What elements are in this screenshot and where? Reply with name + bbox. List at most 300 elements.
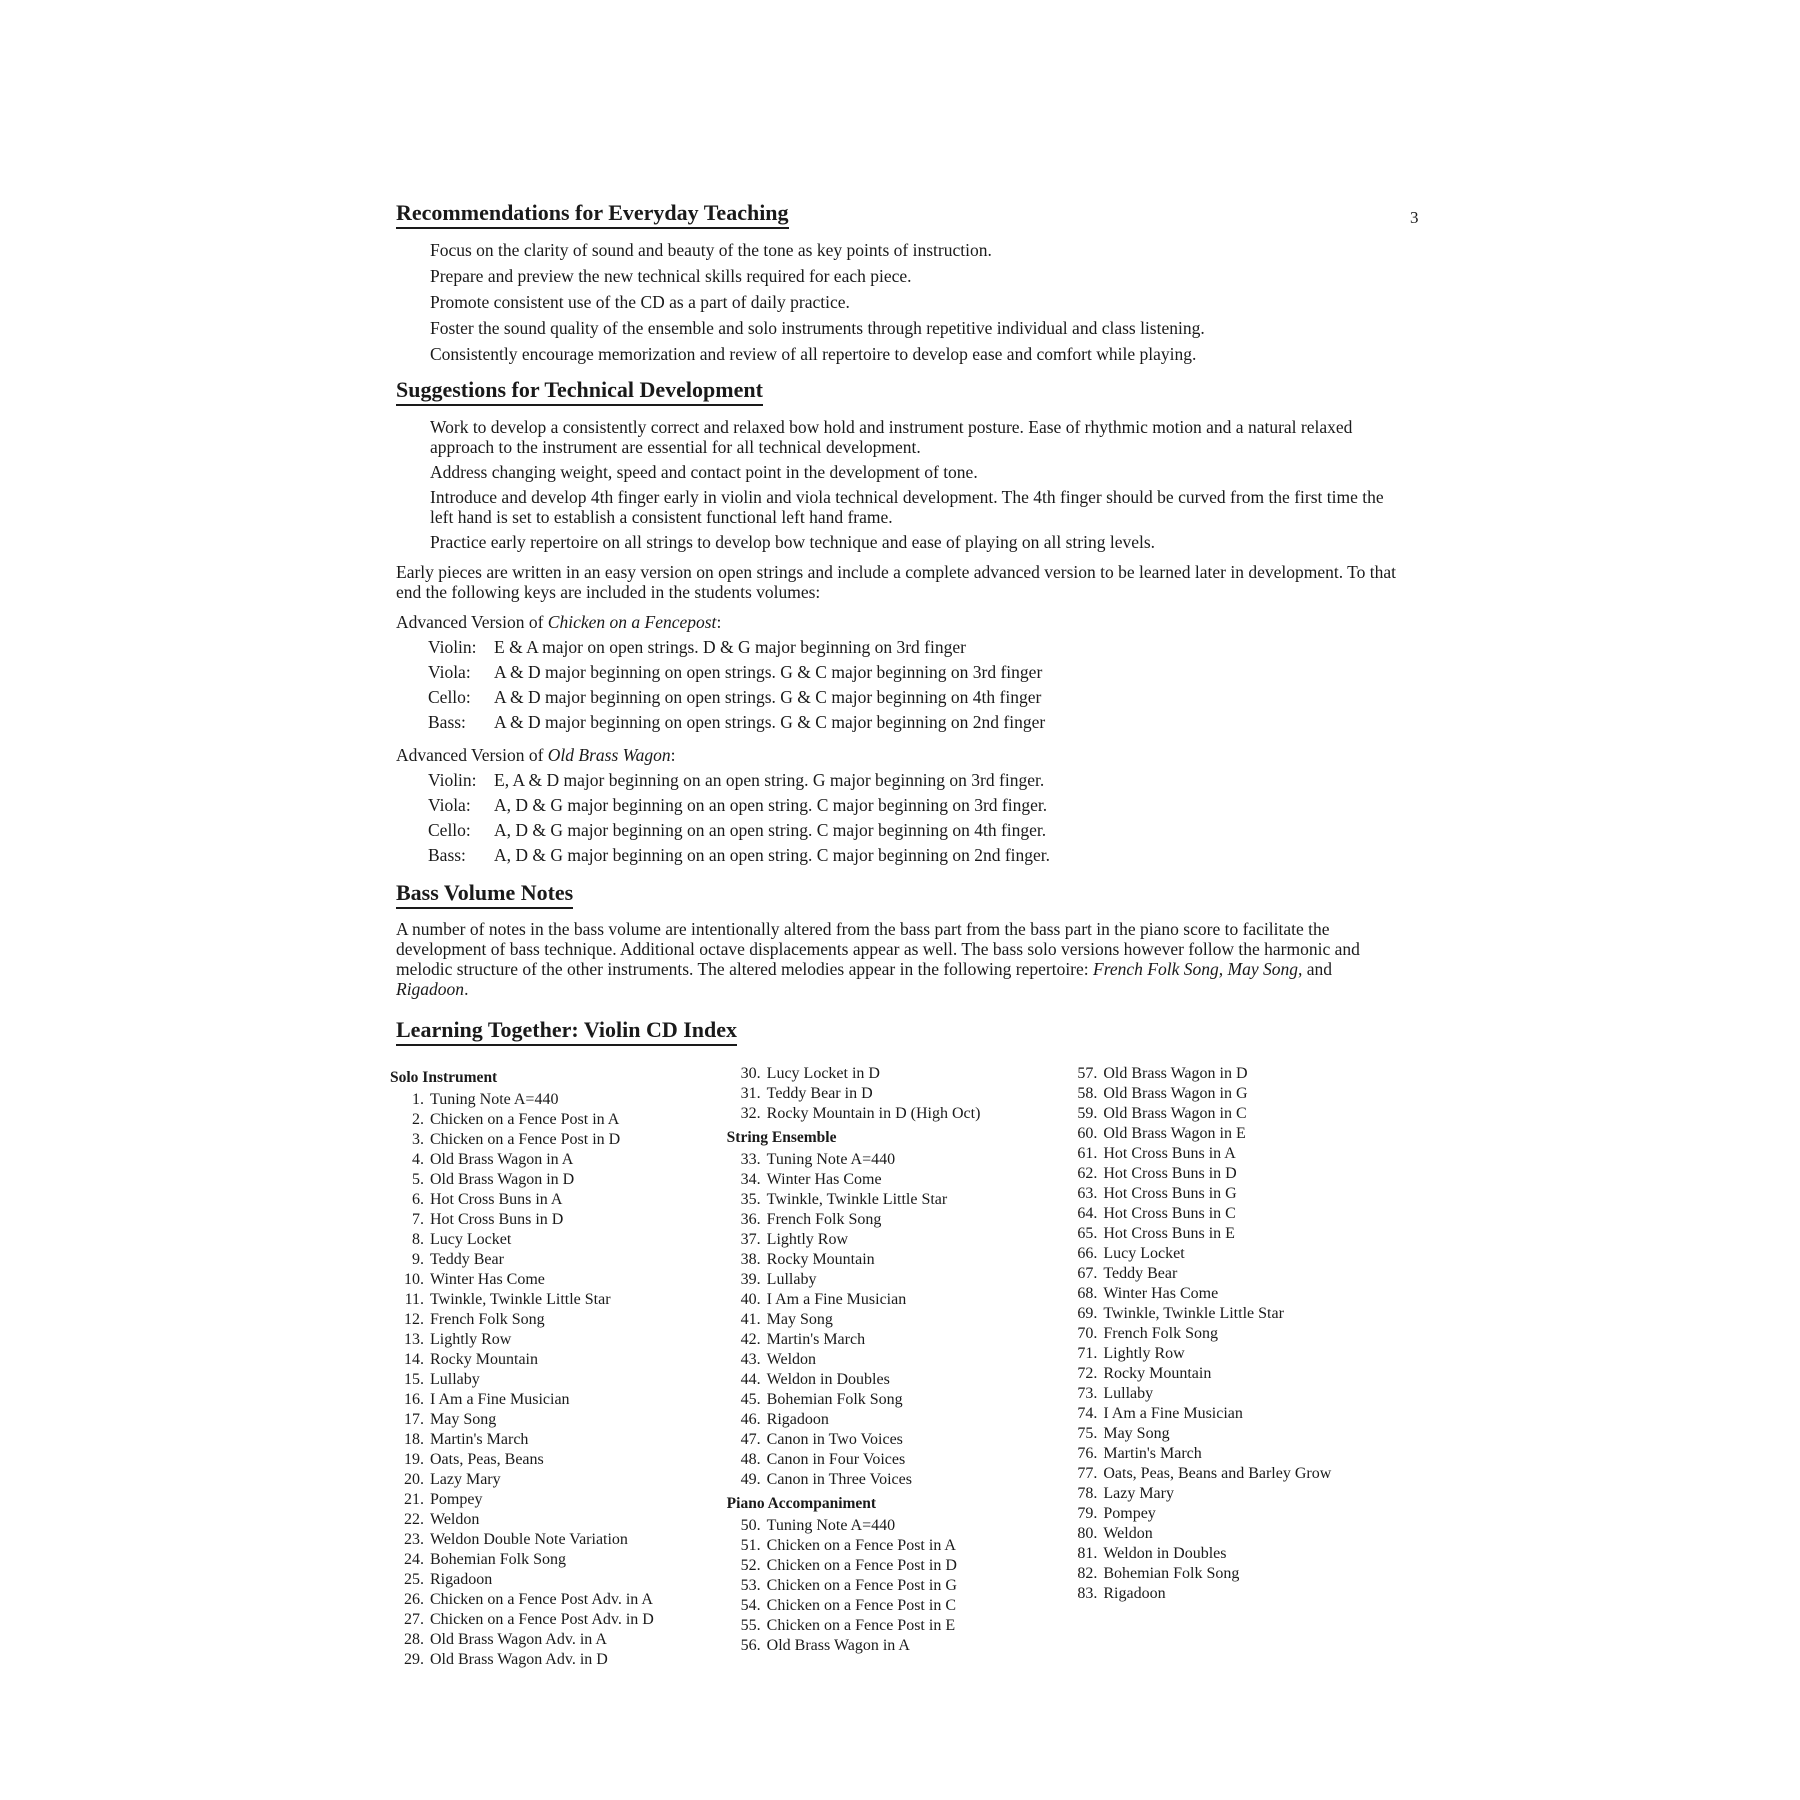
track-number: 7. [412, 1211, 424, 1228]
track-number: 81. [1077, 1545, 1098, 1562]
track-number: 45. [740, 1391, 761, 1408]
track-title: Chicken on a Fence Post Adv. in A [430, 1591, 653, 1608]
track-title: I Am a Fine Musician [766, 1291, 907, 1308]
advanced-prefix: Advanced Version of [396, 612, 548, 632]
track-title: Old Brass Wagon in E [1103, 1125, 1246, 1142]
advanced-keys-row [428, 685, 1400, 710]
cd-track-item [727, 1064, 1064, 1084]
track-title: Old Brass Wagon in D [1103, 1065, 1248, 1082]
track-number: 6. [412, 1191, 424, 1208]
track-title: Winter Has Come [766, 1171, 882, 1188]
cd-track-item [727, 1536, 1064, 1556]
track-number: 75. [1077, 1425, 1098, 1442]
track-number: 63. [1077, 1185, 1098, 1202]
track-number: 15. [404, 1371, 424, 1388]
track-number: 20. [404, 1471, 424, 1488]
track-title: Rigadoon [1103, 1585, 1166, 1602]
track-number: 14. [404, 1351, 424, 1368]
track-title: Twinkle, Twinkle Little Star [1103, 1305, 1284, 1322]
list-item: Foster the sound quality of the ensemble and solo instruments through repetitive individual and class listening. [430, 318, 1205, 338]
cd-track-item [390, 1270, 727, 1290]
track-title: Old Brass Wagon Adv. in A [430, 1631, 607, 1648]
track-title: Lazy Mary [1103, 1485, 1174, 1502]
track-title: Chicken on a Fence Post in A [766, 1537, 956, 1554]
track-title: Winter Has Come [430, 1271, 545, 1288]
track-title: Martin's March [1103, 1445, 1202, 1462]
cd-track-item [1063, 1364, 1400, 1384]
track-number: 4. [412, 1151, 424, 1168]
recommendations-list [430, 237, 1400, 367]
cd-track-item [1063, 1524, 1400, 1544]
cd-track-item [390, 1430, 727, 1450]
track-number: 13. [404, 1331, 424, 1348]
cd-track-item [1063, 1564, 1400, 1584]
cd-track-item [727, 1516, 1064, 1536]
track-title: Weldon in Doubles [766, 1371, 890, 1388]
track-number: 10. [404, 1271, 424, 1288]
advanced-suffix: : [670, 745, 676, 765]
track-title: Lightly Row [1103, 1345, 1185, 1362]
keys-text: A, D & G major beginning on an open string. C major beginning on 3rd finger. [494, 795, 1048, 815]
advanced-keys-row [428, 793, 1400, 818]
cd-track-item [1063, 1104, 1400, 1124]
track-title: Old Brass Wagon Adv. in D [430, 1651, 608, 1668]
cd-track-item [390, 1230, 727, 1250]
track-number: 56. [740, 1637, 761, 1654]
list-item: Focus on the clarity of sound and beauty of the tone as key points of instruction. [430, 240, 992, 260]
cd-track-item [727, 1410, 1064, 1430]
cd-track-item [727, 1084, 1064, 1104]
page-number: 3 [1410, 208, 1419, 227]
list-item: Introduce and develop 4th finger early in violin and viola technical development. The 4th finger should be curved from the first time the left hand is set to establish a consistent functional left hand frame. [430, 487, 1384, 527]
track-title: I Am a Fine Musician [1103, 1405, 1243, 1422]
track-title: Old Brass Wagon in A [430, 1151, 574, 1168]
cd-track-item [727, 1470, 1064, 1490]
track-title: Rocky Mountain in D (High Oct) [766, 1105, 981, 1122]
track-number: 12. [404, 1311, 424, 1328]
advanced-song-title: Old Brass Wagon [547, 745, 671, 765]
cd-track-item [727, 1370, 1064, 1390]
track-number: 74. [1077, 1405, 1098, 1422]
track-number: 49. [740, 1471, 761, 1488]
cd-track-item [1063, 1324, 1400, 1344]
cd-track-item [1063, 1144, 1400, 1164]
cd-index-column-3 [1063, 1064, 1400, 1670]
cd-track-item [1063, 1184, 1400, 1204]
cd-track-item [727, 1556, 1064, 1576]
advanced-keys-row [428, 818, 1400, 843]
track-number: 80. [1077, 1525, 1098, 1542]
keys-text: A & D major beginning on open strings. G & C major beginning on 4th finger [494, 687, 1042, 707]
list-item: Practice early repertoire on all strings to develop bow technique and ease of playing on all string levels. [430, 532, 1156, 552]
track-number: 77. [1077, 1465, 1098, 1482]
track-title: Weldon [766, 1351, 817, 1368]
track-title: Hot Cross Buns in A [430, 1191, 563, 1208]
track-number: 83. [1077, 1585, 1098, 1602]
track-title: May Song [430, 1411, 497, 1428]
cd-track-item [1063, 1544, 1400, 1564]
track-number: 67. [1077, 1265, 1098, 1282]
track-title: Lucy Locket in D [766, 1065, 880, 1082]
bass-notes-heading: Bass Volume Notes [396, 880, 573, 909]
track-title: Rigadoon [766, 1411, 829, 1428]
track-number: 1. [412, 1091, 424, 1108]
track-title: Hot Cross Buns in A [1103, 1145, 1236, 1162]
advanced-keys-row [428, 710, 1400, 735]
track-number: 17. [404, 1411, 424, 1428]
cd-track-item [390, 1170, 727, 1190]
track-number: 66. [1077, 1245, 1098, 1262]
track-title: Martin's March [430, 1431, 529, 1448]
track-number: 60. [1077, 1125, 1098, 1142]
track-number: 9. [412, 1251, 424, 1268]
track-title: Tuning Note A=440 [430, 1091, 559, 1108]
recommendations-heading: Recommendations for Everyday Teaching [396, 200, 789, 229]
track-title: Hot Cross Buns in G [1103, 1185, 1237, 1202]
track-number: 38. [740, 1251, 761, 1268]
instrument-label: Violin: [428, 770, 477, 790]
cd-track-item [727, 1230, 1064, 1250]
page-content [390, 200, 1400, 1670]
cd-index-column-2 [727, 1064, 1064, 1670]
advanced-prefix: Advanced Version of [396, 745, 548, 765]
cd-index-heading: Learning Together: Violin CD Index [396, 1017, 737, 1046]
cd-track-item [390, 1450, 727, 1470]
track-number: 51. [740, 1537, 761, 1554]
track-title: Tuning Note A=440 [766, 1517, 896, 1534]
track-title: Lullaby [430, 1371, 480, 1388]
instrument-label: Viola: [428, 795, 471, 815]
cd-track-item [1063, 1064, 1400, 1084]
list-item: Work to develop a consistently correct and relaxed bow hold and instrument posture. Ease of rhythmic motion and a natural relaxed approach to the instrument are essential for all technical development. [430, 417, 1353, 457]
track-number: 62. [1077, 1165, 1098, 1182]
track-title: French Folk Song [1103, 1325, 1219, 1342]
track-title: Weldon [1103, 1525, 1153, 1542]
track-number: 61. [1077, 1145, 1098, 1162]
track-number: 82. [1077, 1565, 1098, 1582]
track-title: Chicken on a Fence Post in D [766, 1557, 957, 1574]
advanced-version-title [396, 612, 1400, 633]
cd-track-item [390, 1290, 727, 1310]
cd-track-item [727, 1310, 1064, 1330]
track-title: Chicken on a Fence Post in D [430, 1131, 621, 1148]
track-number: 42. [740, 1331, 761, 1348]
cd-track-item [1063, 1204, 1400, 1224]
technical-heading: Suggestions for Technical Development [396, 377, 763, 406]
cd-track-item [727, 1270, 1064, 1290]
cd-track-item [390, 1310, 727, 1330]
cd-track-item [390, 1150, 727, 1170]
track-title: Chicken on a Fence Post in A [430, 1111, 620, 1128]
instrument-label: Cello: [428, 687, 471, 707]
cd-track-item [390, 1530, 727, 1550]
list-item: Address changing weight, speed and contact point in the development of tone. [430, 462, 978, 482]
track-number: 44. [740, 1371, 761, 1388]
and-word: and [1302, 959, 1332, 979]
track-number: 32. [740, 1105, 761, 1122]
track-number: 36. [740, 1211, 761, 1228]
track-number: 34. [740, 1171, 761, 1188]
track-number: 72. [1077, 1365, 1098, 1382]
instrument-label: Bass: [428, 845, 466, 865]
cd-track-item [1063, 1424, 1400, 1444]
track-title: Rocky Mountain [766, 1251, 875, 1268]
cd-track-item [727, 1330, 1064, 1350]
track-title: Lullaby [766, 1271, 817, 1288]
track-title: Pompey [1103, 1505, 1156, 1522]
track-title: Lucy Locket [430, 1231, 512, 1248]
advanced-keys-row [428, 660, 1400, 685]
track-title: Twinkle, Twinkle Little Star [430, 1291, 611, 1308]
technical-list [430, 414, 1400, 552]
track-title: Teddy Bear [1103, 1265, 1178, 1282]
track-number: 8. [412, 1231, 424, 1248]
altered-songs: French Folk Song, May Song, [1093, 959, 1303, 979]
cd-track-item [390, 1550, 727, 1570]
track-number: 2. [412, 1111, 424, 1128]
keys-text: A, D & G major beginning on an open string. C major beginning on 4th finger. [494, 820, 1047, 840]
cd-track-item [727, 1576, 1064, 1596]
track-number: 11. [404, 1291, 424, 1308]
track-title: Martin's March [766, 1331, 866, 1348]
track-title: Canon in Two Voices [766, 1431, 903, 1448]
track-title: Rocky Mountain [430, 1351, 538, 1368]
advanced-suffix: : [716, 612, 722, 632]
cd-group-label: Solo Instrument [390, 1069, 498, 1086]
cd-track-item [390, 1410, 727, 1430]
track-number: 18. [404, 1431, 424, 1448]
advanced-keys-row [428, 843, 1400, 868]
cd-track-item [390, 1510, 727, 1530]
track-title: Lightly Row [430, 1331, 512, 1348]
sentence-end: . [464, 979, 469, 999]
bass-notes-paragraph [396, 919, 1400, 999]
cd-track-item [1063, 1384, 1400, 1404]
track-number: 28. [404, 1631, 424, 1648]
cd-track-item [390, 1250, 727, 1270]
track-number: 64. [1077, 1205, 1098, 1222]
track-title: Rocky Mountain [1103, 1365, 1212, 1382]
cd-track-item [1063, 1504, 1400, 1524]
cd-track-item [390, 1350, 727, 1370]
cd-track-item [1063, 1084, 1400, 1104]
cd-track-item [727, 1636, 1064, 1656]
track-number: 22. [404, 1511, 424, 1528]
track-title: Hot Cross Buns in E [1103, 1225, 1235, 1242]
cd-track-item [727, 1250, 1064, 1270]
cd-track-item [1063, 1284, 1400, 1304]
instrument-label: Viola: [428, 662, 471, 682]
track-title: Twinkle, Twinkle Little Star [766, 1191, 948, 1208]
track-number: 53. [740, 1577, 761, 1594]
cd-track-item [727, 1290, 1064, 1310]
cd-track-item [390, 1570, 727, 1590]
cd-track-item [727, 1596, 1064, 1616]
track-title: Canon in Three Voices [766, 1471, 912, 1488]
track-number: 29. [404, 1651, 424, 1668]
track-title: Pompey [430, 1491, 483, 1508]
cd-track-item [390, 1130, 727, 1150]
track-title: Teddy Bear in D [766, 1085, 873, 1102]
cd-track-item [1063, 1304, 1400, 1324]
list-item: Prepare and preview the new technical skills required for each piece. [430, 266, 912, 286]
track-number: 73. [1077, 1385, 1098, 1402]
track-title: Weldon [430, 1511, 480, 1528]
altered-last-song: Rigadoon [396, 979, 465, 999]
track-number: 58. [1077, 1085, 1098, 1102]
track-title: Canon in Four Voices [766, 1451, 906, 1468]
cd-track-item [390, 1190, 727, 1210]
cd-track-item [727, 1170, 1064, 1190]
cd-track-item [1063, 1444, 1400, 1464]
track-number: 69. [1077, 1305, 1098, 1322]
track-title: Weldon in Doubles [1103, 1545, 1227, 1562]
track-number: 39. [740, 1271, 761, 1288]
cd-track-item [1063, 1484, 1400, 1504]
track-number: 50. [740, 1517, 761, 1534]
track-number: 26. [404, 1591, 424, 1608]
track-title: Bohemian Folk Song [430, 1551, 567, 1568]
track-title: Old Brass Wagon in A [766, 1637, 910, 1654]
track-title: Lullaby [1103, 1385, 1154, 1402]
track-title: Chicken on a Fence Post in E [766, 1617, 956, 1634]
keys-text: E & A major on open strings. D & G major beginning on 3rd finger [494, 637, 966, 657]
track-number: 30. [740, 1065, 761, 1082]
keys-text: A & D major beginning on open strings. G & C major beginning on 2nd finger [494, 712, 1046, 732]
track-title: Teddy Bear [430, 1251, 504, 1268]
track-title: Chicken on a Fence Post Adv. in D [430, 1611, 654, 1628]
track-number: 68. [1077, 1285, 1098, 1302]
track-number: 40. [740, 1291, 761, 1308]
cd-track-item [390, 1610, 727, 1630]
track-title: Oats, Peas, Beans [430, 1451, 544, 1468]
track-number: 21. [404, 1491, 424, 1508]
cd-index-columns [390, 1064, 1400, 1670]
list-item: Promote consistent use of the CD as a part of daily practice. [430, 292, 850, 312]
cd-track-item [727, 1616, 1064, 1636]
cd-track-item [390, 1490, 727, 1510]
cd-track-item [390, 1590, 727, 1610]
keys-text: A & D major beginning on open strings. G & C major beginning on 3rd finger [494, 662, 1043, 682]
cd-track-item [390, 1470, 727, 1490]
instrument-label: Cello: [428, 820, 471, 840]
cd-track-item [390, 1330, 727, 1350]
cd-track-item [390, 1210, 727, 1230]
track-number: 71. [1077, 1345, 1098, 1362]
track-title: Weldon Double Note Variation [430, 1531, 628, 1548]
track-number: 43. [740, 1351, 761, 1368]
track-number: 52. [740, 1557, 761, 1574]
track-number: 23. [404, 1531, 424, 1548]
cd-track-item [727, 1390, 1064, 1410]
track-number: 16. [404, 1391, 424, 1408]
track-title: Old Brass Wagon in C [1103, 1105, 1247, 1122]
early-pieces-paragraph: Early pieces are written in an easy version on open strings and include a complete advanced version to be learned later in development. To that end the following keys are included in the students volumes: [396, 562, 1396, 602]
cd-track-item [727, 1150, 1064, 1170]
advanced-keys-table [428, 635, 1400, 735]
cd-track-item [390, 1090, 727, 1110]
track-number: 24. [404, 1551, 424, 1568]
list-item: Consistently encourage memorization and review of all repertoire to develop ease and comfort while playing. [430, 344, 1197, 364]
track-number: 78. [1077, 1485, 1098, 1502]
track-number: 79. [1077, 1505, 1098, 1522]
bass-notes-text: A number of notes in the bass volume are intentionally altered from the bass part from the bass part in the piano score to facilitate the development of bass technique. Additional octave displacements appear as well. The bass solo versions however follow the harmonic and melodic structure of the other instruments. The altered melodies appear in the following repertoire: [396, 919, 1360, 979]
track-title: Lucy Locket [1103, 1245, 1185, 1262]
track-title: Hot Cross Buns in D [1103, 1165, 1237, 1182]
cd-group-label: String Ensemble [726, 1129, 837, 1146]
track-title: Hot Cross Buns in C [1103, 1205, 1236, 1222]
track-number: 76. [1077, 1445, 1098, 1462]
track-title: Tuning Note A=440 [766, 1151, 896, 1168]
track-number: 65. [1077, 1225, 1098, 1242]
cd-track-item [1063, 1124, 1400, 1144]
track-number: 41. [740, 1311, 761, 1328]
track-number: 59. [1077, 1105, 1098, 1122]
track-number: 37. [740, 1231, 761, 1248]
keys-text: A, D & G major beginning on an open string. C major beginning on 2nd finger. [494, 845, 1051, 865]
cd-track-item [390, 1110, 727, 1130]
track-number: 19. [404, 1451, 424, 1468]
cd-track-item [727, 1450, 1064, 1470]
cd-group-label: Piano Accompaniment [726, 1495, 877, 1512]
track-number: 57. [1077, 1065, 1098, 1082]
track-title: Winter Has Come [1103, 1285, 1219, 1302]
track-title: Bohemian Folk Song [1103, 1565, 1240, 1582]
cd-index-column-1 [390, 1064, 727, 1670]
advanced-keys-table [428, 768, 1400, 868]
track-number: 46. [740, 1411, 761, 1428]
track-title: Lazy Mary [430, 1471, 501, 1488]
track-number: 35. [740, 1191, 761, 1208]
track-number: 3. [412, 1131, 424, 1148]
track-number: 70. [1077, 1325, 1098, 1342]
track-number: 33. [740, 1151, 761, 1168]
instrument-label: Bass: [428, 712, 466, 732]
track-title: May Song [766, 1311, 833, 1328]
cd-track-item [390, 1650, 727, 1670]
track-number: 25. [404, 1571, 424, 1588]
track-title: Bohemian Folk Song [766, 1391, 903, 1408]
advanced-version-title [396, 745, 1400, 766]
cd-track-item [1063, 1404, 1400, 1424]
advanced-keys-row [428, 768, 1400, 793]
track-number: 48. [740, 1451, 761, 1468]
cd-track-item [727, 1104, 1064, 1124]
cd-track-item [727, 1190, 1064, 1210]
instrument-label: Violin: [428, 637, 477, 657]
track-title: Old Brass Wagon in G [1103, 1085, 1248, 1102]
keys-text: E, A & D major beginning on an open string. G major beginning on 3rd finger. [494, 770, 1045, 790]
track-number: 5. [412, 1171, 424, 1188]
cd-track-item [1063, 1244, 1400, 1264]
track-title: I Am a Fine Musician [430, 1391, 570, 1408]
cd-track-item [1063, 1264, 1400, 1284]
track-title: Chicken on a Fence Post in G [766, 1577, 957, 1594]
cd-track-item [727, 1210, 1064, 1230]
cd-track-item [1063, 1344, 1400, 1364]
track-title: Chicken on a Fence Post in C [766, 1597, 956, 1614]
track-number: 54. [740, 1597, 761, 1614]
track-title: May Song [1103, 1425, 1170, 1442]
track-title: French Folk Song [766, 1211, 882, 1228]
advanced-keys-row [428, 635, 1400, 660]
cd-track-item [1063, 1584, 1400, 1604]
track-title: Old Brass Wagon in D [430, 1171, 575, 1188]
track-title: Hot Cross Buns in D [430, 1211, 564, 1228]
track-title: Oats, Peas, Beans and Barley Grow [1103, 1465, 1332, 1482]
track-number: 27. [404, 1611, 424, 1628]
track-number: 55. [740, 1617, 761, 1634]
